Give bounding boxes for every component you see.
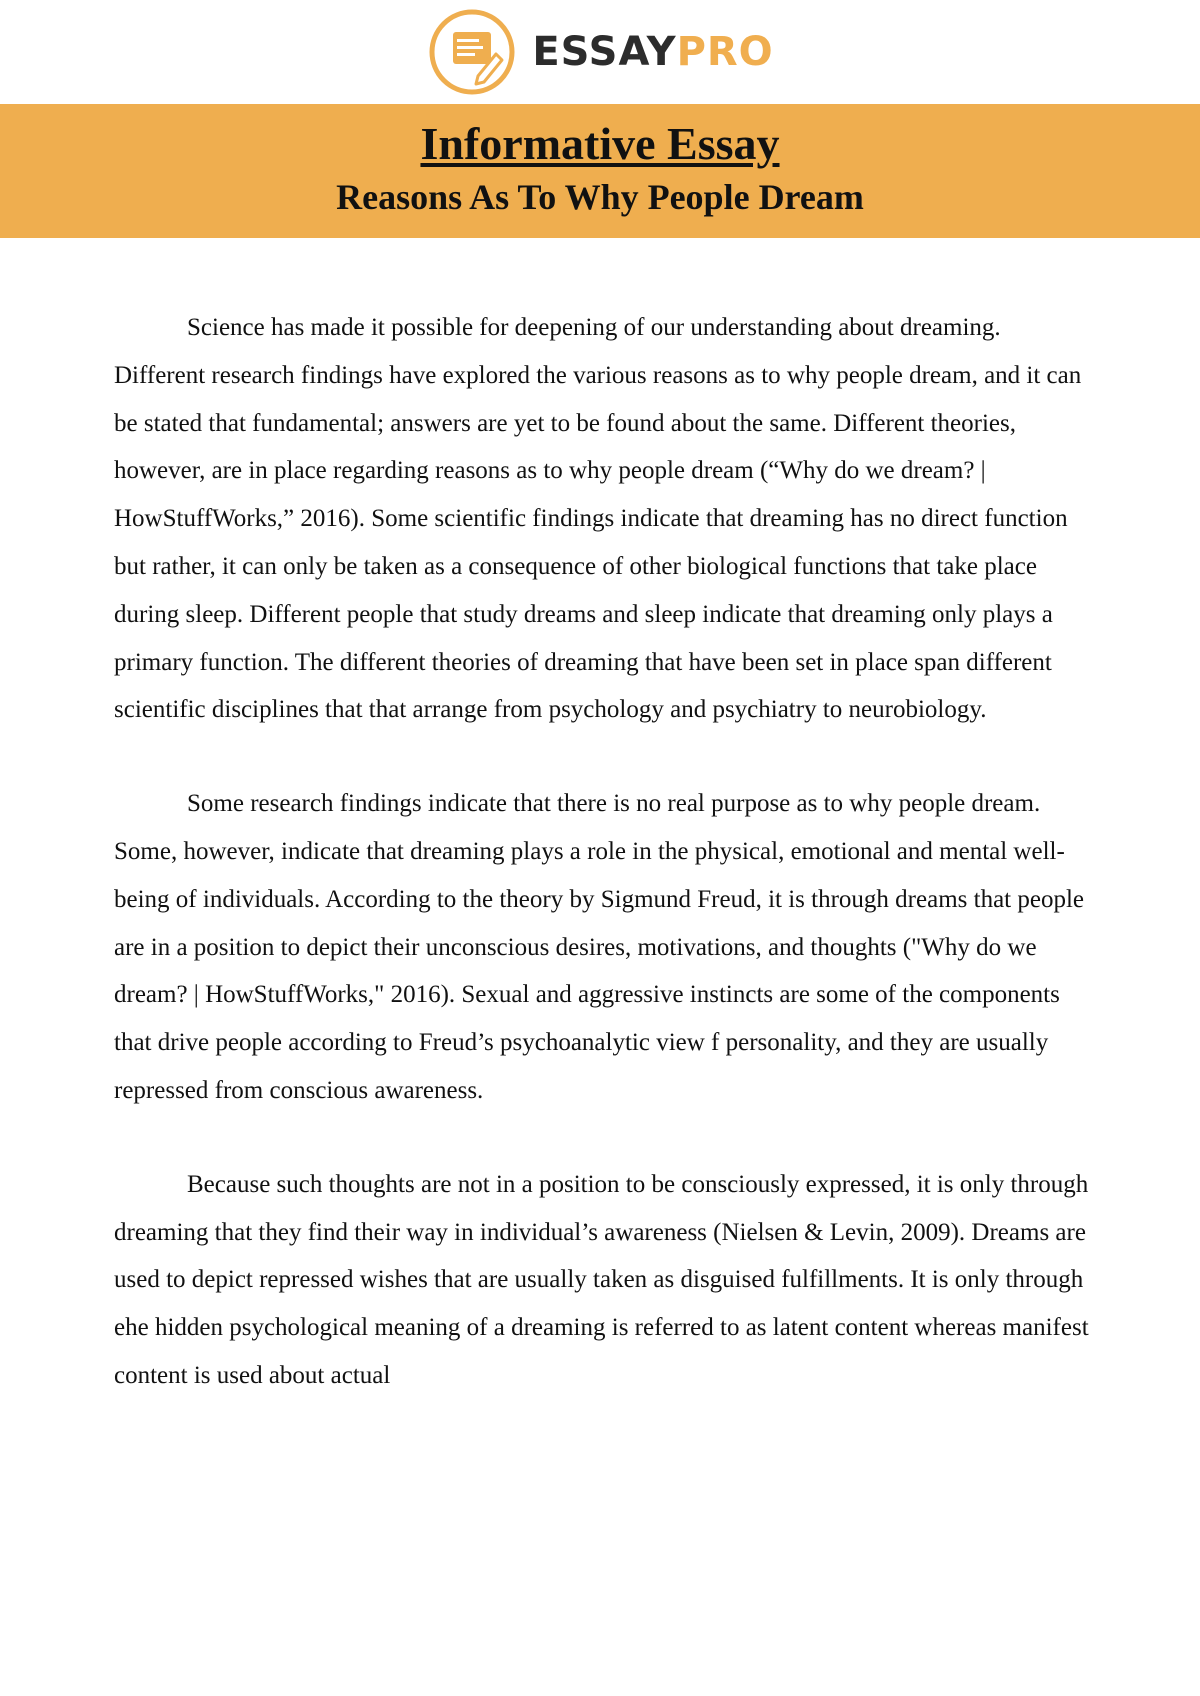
paragraph-3: Because such thoughts are not in a position to be consciously expressed, it is only through dreaming that they find their way in individual’s awareness (Nielsen & Levin, 2009). Dreams are used to depict repressed wishes that are usually taken as disguised fulfillments. It is only through ehe hidden psychological meaning of a dreaming is referred to as latent content whereas manifest content is used about actual bbox=[114, 1170, 1089, 1389]
page-subtitle: Reasons As To Why People Dream bbox=[336, 177, 864, 217]
paragraph-2: Some research findings indicate that there is no real purpose as to why people dream. Some, however, indicate that dreaming plays a role in the physical, emotional and mental well-being of individuals. According to the theory by Sigmund Freud, it is through dreams that people are in a position to depict their unconscious desires, motivations, and thoughts ("Why do we dream? | HowStuffWorks," 2016). Sexual and aggressive instincts are some of the components that drive people according to Freud’s psychoanalytic view f personality, and they are usually repressed from conscious awareness. bbox=[114, 790, 1084, 1104]
paragraph-1: Science has made it possible for deepening of our understanding about dreaming. Different research findings have explored the various reasons as to why people dream, and it can be stated that fundamental; answers are yet to be found about the same. Different theories, however, are in place regarding reasons as to why people dream (“Why do we dream? | HowStuffWorks,” 2016). Some scientific findings indicate that dreaming has no direct function but rather, it can only be taken as a consequence of other biological functions that take place during sleep. Different people that study dreams and sleep indicate that dreaming only plays a primary function. The different theories of dreaming that have been set in place span different scientific disciplines that that arrange from psychology and psychiatry to neurobiology. bbox=[114, 314, 1082, 724]
brand-logo bbox=[0, 0, 1200, 104]
brand-wordmark bbox=[532, 29, 773, 75]
page-title: Informative Essay bbox=[420, 118, 780, 169]
document-pencil-icon bbox=[426, 6, 518, 98]
title-banner bbox=[0, 104, 1200, 238]
essay-body bbox=[114, 304, 1094, 1446]
brand-wordmark-pro: PRO bbox=[676, 29, 774, 75]
brand-wordmark-essay: ESSAY bbox=[532, 29, 677, 75]
